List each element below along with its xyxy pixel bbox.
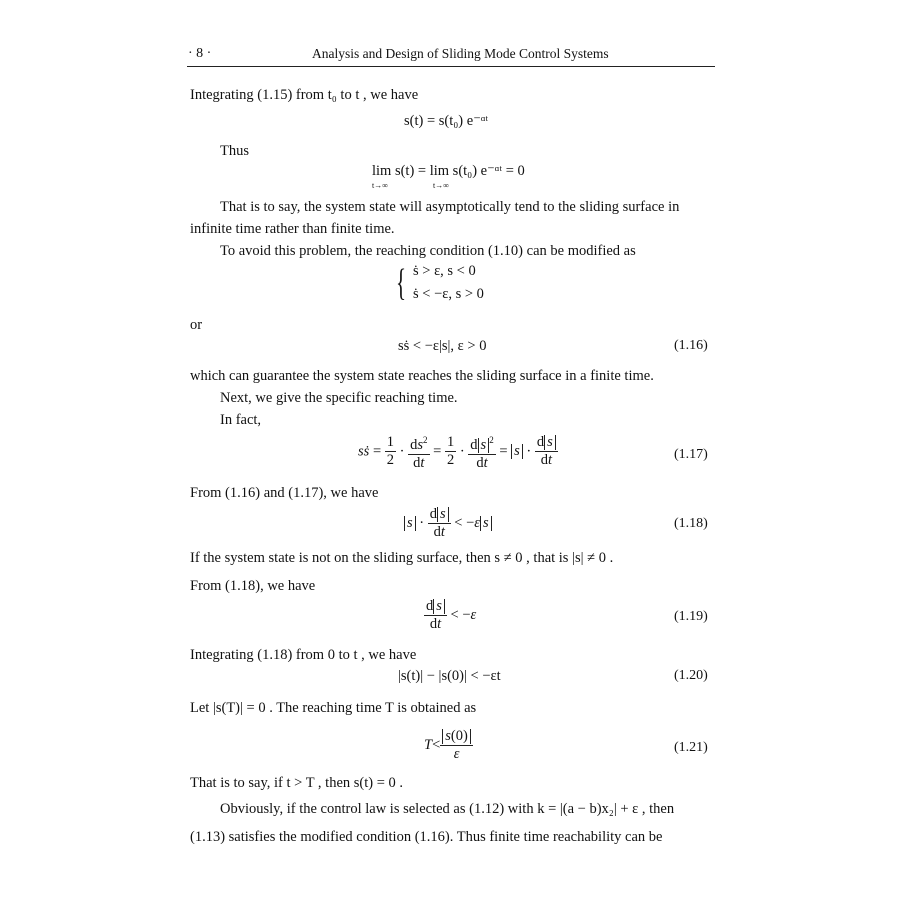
paragraph: From (1.16) and (1.17), we have bbox=[190, 485, 379, 501]
equation-number: (1.16) bbox=[674, 338, 708, 353]
equation-1-19: $\frac{\text{d s}}{dt}$ < −ε bbox=[426, 598, 477, 632]
equation-1-21: T< $\frac{s(0)}{\varepsilon}$ bbox=[424, 728, 473, 763]
paragraph: Next, we give the specific reaching time. bbox=[220, 390, 458, 406]
paragraph: To avoid this problem, the reaching condition (1.10) can be modified as bbox=[220, 243, 636, 259]
paragraph: Obviously, if the control law is selected as (1.12) with k = |(a − b)x₂| + ε , then bbox=[220, 801, 675, 817]
paragraph: Integrating (1.18) from 0 to t , we have bbox=[190, 647, 417, 663]
equation-number: (1.18) bbox=[674, 516, 708, 531]
equation-number: (1.17) bbox=[674, 447, 708, 462]
page-number: · 8 · bbox=[188, 46, 212, 61]
limit-subscript: t→∞ bbox=[433, 181, 449, 190]
paragraph: infinite time rather than finite time. bbox=[190, 221, 395, 237]
paragraph: That is to say, the system state will asymptotically tend to the sliding surface in bbox=[220, 199, 680, 215]
equation-1-20: |s(t)| − |s(0)| < −εt bbox=[398, 668, 501, 684]
equation-number: (1.20) bbox=[674, 668, 708, 683]
equation-number: (1.21) bbox=[674, 740, 708, 755]
equation-1-18: s · $\frac{\text{d s}}{dt}$ < −ε s bbox=[404, 506, 492, 541]
equation-case: ṡ > ε, s < 0 bbox=[413, 263, 476, 279]
equation-limit bbox=[372, 163, 525, 180]
paragraph: which can guarantee the system state reaches the sliding surface in a finite time. bbox=[190, 368, 654, 384]
paragraph: or bbox=[190, 317, 203, 333]
equation-integral: s(t) = s(t₀) e⁻ᵅᵗ bbox=[404, 113, 489, 129]
equation-case: ṡ < −ε, s > 0 bbox=[413, 286, 484, 302]
running-title: Analysis and Design of Sliding Mode Control Systems bbox=[312, 46, 609, 61]
cases-brace: { bbox=[396, 262, 407, 304]
paragraph: Let |s(T)| = 0 . The reaching time T is obtained as bbox=[190, 700, 477, 716]
limit-subscript: t→∞ bbox=[372, 181, 388, 190]
paragraph: If the system state is not on the sliding surface, then s ≠ 0 , that is |s| ≠ 0 . bbox=[190, 550, 614, 566]
paragraph: From (1.18), we have bbox=[190, 578, 316, 594]
paragraph: In fact, bbox=[220, 412, 262, 428]
header-rule bbox=[187, 66, 715, 67]
paragraph: Thus bbox=[220, 143, 249, 159]
paragraph: Integrating (1.15) from t₀ to t , we have bbox=[190, 87, 419, 103]
limit-expression: lim s(t) = lim s(t₀) e⁻ᵅᵗ = 0 bbox=[372, 163, 525, 179]
equation-1-16: sṡ < −ε|s|, ε > 0 bbox=[398, 338, 487, 354]
paragraph: (1.13) satisfies the modified condition (1.16). Thus finite time reachability can be bbox=[190, 829, 663, 845]
paragraph: That is to say, if t > T , then s(t) = 0 . bbox=[190, 775, 404, 791]
equation-1-17: sṡ = $\frac{1}{2}$ · $\frac{ds^2}{dt}$ = $\frac{1}{2}$ · $\frac{d s ^2}{dt}$ = s · $\frac{\text{d s}}{dt}$ bbox=[358, 432, 558, 472]
equation-number: (1.19) bbox=[674, 609, 708, 624]
